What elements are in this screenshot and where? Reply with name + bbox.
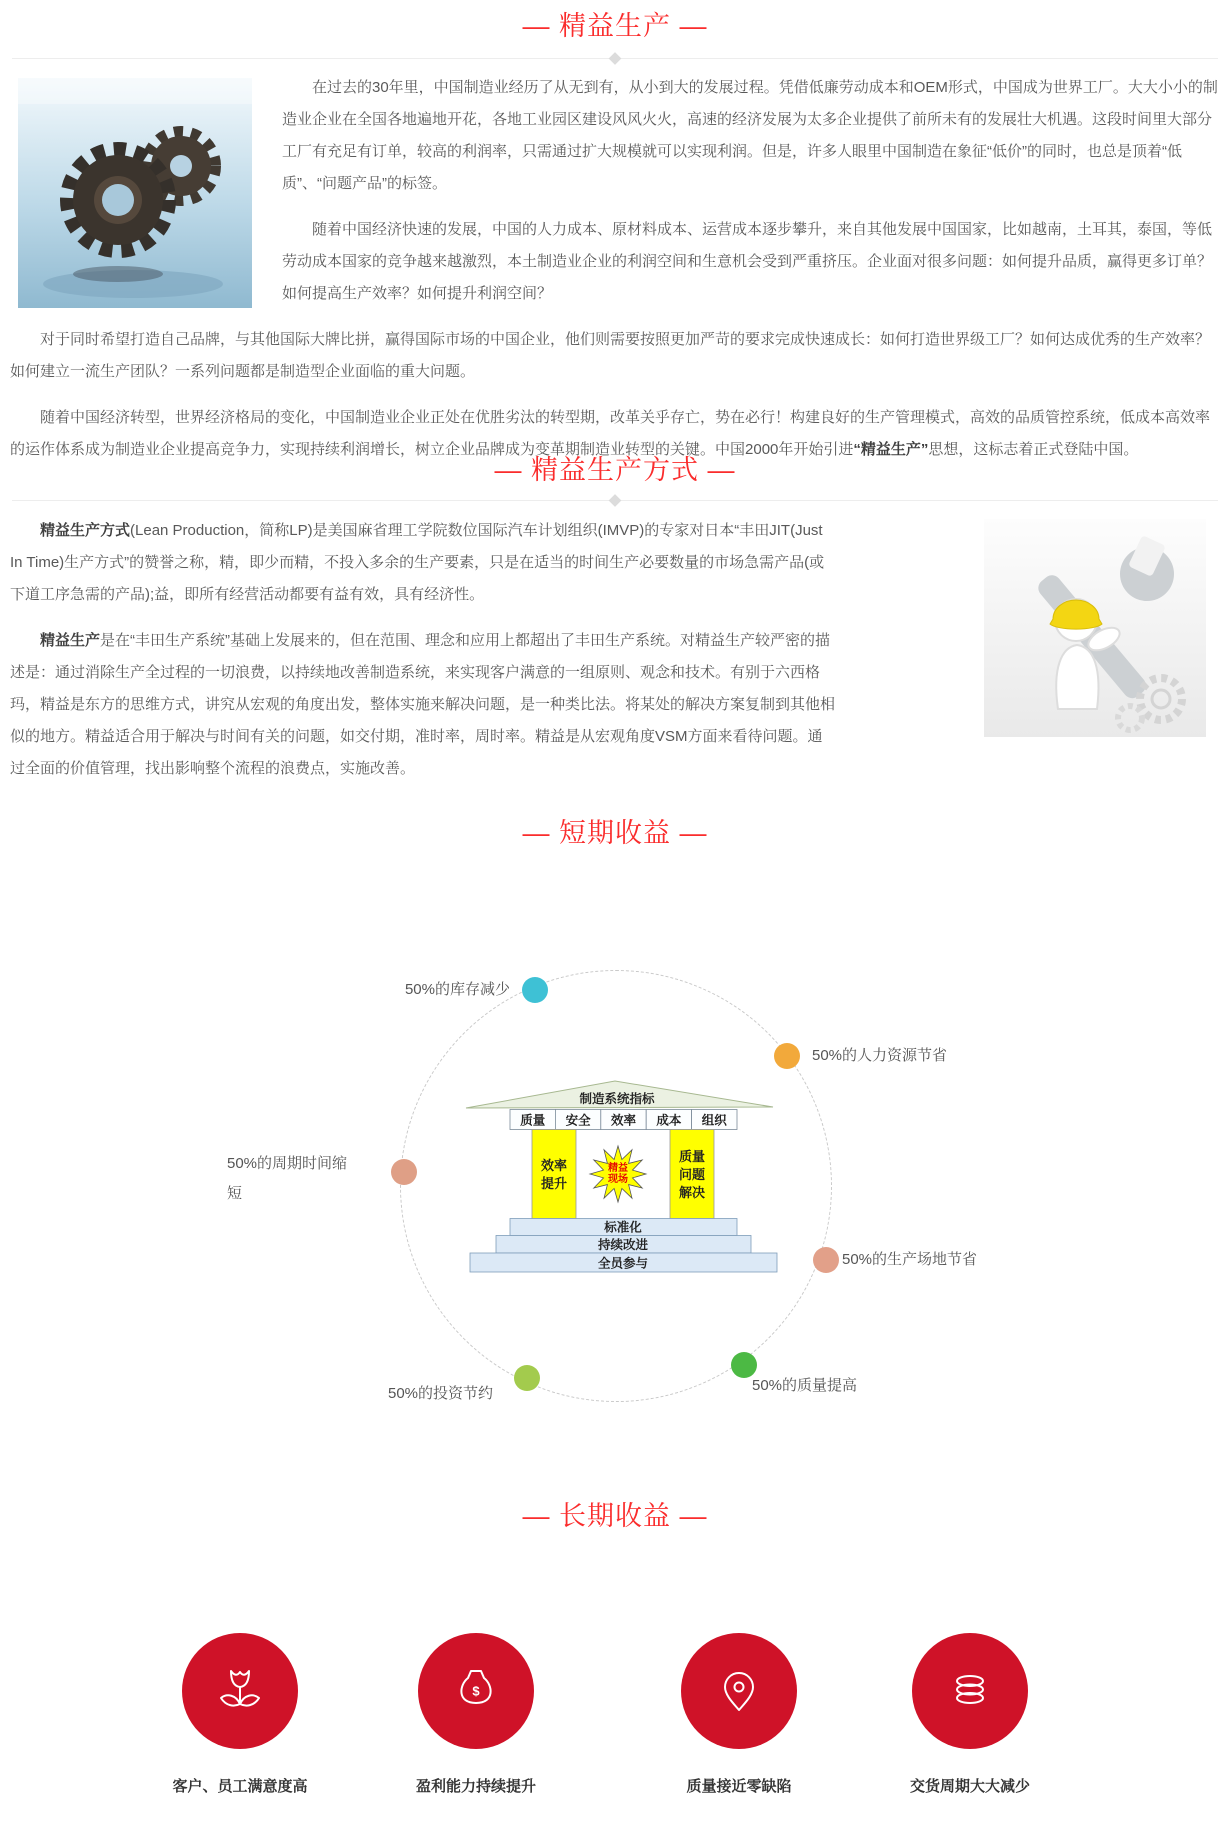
- svg-text:精益: 精益: [608, 1163, 628, 1174]
- lean-intro-section: [10, 72, 1220, 480]
- intro-paragraph-3: 对于同时希望打造自己品牌，与其他国际大牌比拼，赢得国际市场的中国企业，他们则需要按照更加严苛的要求完成快速成长：如何打造世界级工厂？如何达成优秀的生产效率？如何建立一流生产团队？一系列问题都是制造型企业面临的重大问题。: [10, 331, 1211, 380]
- house-roof-label: 制造系统指标: [579, 1092, 655, 1106]
- metric-organization: 组织: [701, 1113, 727, 1128]
- benefit-label-investment: 50%的投资节约: [388, 1385, 494, 1402]
- longterm-label: 交货周期大大减少: [909, 1778, 1030, 1795]
- svg-text:问题: 问题: [678, 1167, 706, 1182]
- longterm-item-quality: [639, 1633, 839, 1796]
- manufacturing-house-diagram: [452, 1078, 782, 1278]
- house-right-pillar: [670, 1130, 714, 1219]
- dollar-symbol: $: [472, 1683, 480, 1699]
- gears-photo: [18, 78, 252, 308]
- intro-paragraph-1: 在过去的30年里，中国制造业经历了从无到有，从小到大的发展过程。凭借低廉劳动成本和OEM形式，中国成为世界工厂。大大小小的制造业企业在全国各地遍地开花，各地工业园区建设风风火火，高速的经济发展为太多企业提供了前所未有的发展壮大机遇。这段时间里大部分工厂有充足有订单，较高的利润率，只需通过扩大规模就可以实现利润。但是，许多人眼里中国制造在象征“低价”的同时，也总是顶着“低质”、“问题产品”的标签。: [282, 79, 1218, 192]
- method-paragraph-2-text: 是在“丰田生产系统”基础上发展来的，但在范围、理念和应用上都超出了丰田生产系统。对精益生产较严密的描述是：通过消除生产全过程的一切浪费，以持续地改善制造系统，来实现客户满意的一组原则、观念和技术。有别于六西格玛，精益是东方的思维方式，讲究从宏观的角度出发，整体实施来解决问题，是一种类比法。将某处的解决方案复制到其他相似的地方。精益适合用于解决与时间有关的问题，如交付期，准时率，周时率。精益是从宏观角度VSM方面来看待问题。通过全面的价值管理，找出影响整个流程的浪费点，实施改善。: [10, 632, 836, 777]
- metric-efficiency: 效率: [610, 1113, 637, 1128]
- section-title-lean-method: — 精益生产方式 —: [494, 455, 736, 485]
- benefit-dot-investment: [514, 1365, 540, 1391]
- lean-method-section: [10, 515, 1220, 799]
- benefit-label-hr: 50%的人力资源节省: [812, 1047, 948, 1064]
- longterm-label: 盈利能力持续提升: [415, 1778, 536, 1795]
- longterm-item-delivery: [870, 1633, 1070, 1796]
- benefit-label-space: 50%的生产场地节省: [842, 1251, 978, 1268]
- metric-quality: 质量: [520, 1113, 546, 1128]
- lean-site-starburst: [590, 1146, 646, 1202]
- house-metric-row: [510, 1110, 737, 1130]
- section-title-short-term: — 短期收益 —: [522, 818, 708, 848]
- longterm-item-profit: [376, 1633, 576, 1796]
- svg-text:解决: 解决: [678, 1185, 706, 1200]
- section-divider: [12, 58, 1218, 59]
- red-circle-badge: [418, 1633, 534, 1749]
- svg-text:提升: 提升: [540, 1176, 568, 1191]
- benefit-dot-cycle: [391, 1159, 417, 1185]
- step-total-participation: 全员参与: [597, 1256, 649, 1271]
- money-bag-icon: [444, 1659, 508, 1723]
- longterm-label: 客户、员工满意度高: [172, 1778, 308, 1795]
- worker-photo-wrap: [835, 515, 1220, 739]
- method-paragraph-1-text: (Lean Production，简称LP)是美国麻省理工学院数位国际汽车计划组织(IMVP)的专家对日本“丰田JIT(Just In Time)生产方式”的赞誉之称，精，即少而精，不投入多余的生产要素，只是在适当的时间生产必要数量的市场急需产品(或下道工序急需的产品);益，即所有经营活动都要有益有效，具有经济性。: [10, 522, 825, 603]
- benefit-dot-hr: [774, 1043, 800, 1069]
- longterm-item-satisfaction: [140, 1633, 340, 1796]
- coins-stack-icon: [938, 1659, 1002, 1723]
- house-left-pillar: [532, 1130, 576, 1219]
- worker-figure-photo: [984, 519, 1206, 737]
- metric-safety: 安全: [565, 1113, 591, 1128]
- location-pin-icon: [707, 1659, 771, 1723]
- metric-cost: 成本: [656, 1113, 682, 1128]
- benefit-label-quality: 50%的质量提高: [752, 1377, 858, 1394]
- red-circle-badge: [182, 1633, 298, 1749]
- benefit-dot-inventory: [522, 977, 548, 1003]
- benefit-label-inventory: 50%的库存减少: [404, 981, 510, 998]
- intro-paragraph-2: 随着中国经济快速的发展，中国的人力成本、原材料成本、运营成本逐步攀升，来自其他发展中国国家，比如越南，土耳其，泰国，等低劳动成本国家的竞争越来越激烈，本土制造业企业的利润空间和生意机会受到严重挤压。企业面对很多问题：如何提升品质，赢得更多订单？如何提高生产效率？如何提升利润空间？: [282, 221, 1213, 302]
- red-circle-badge: [681, 1633, 797, 1749]
- step-standardization: 标准化: [604, 1220, 642, 1235]
- svg-text:质量: 质量: [678, 1149, 706, 1164]
- intro-paragraph-4-tail: 思想，这标志着正式登陆中国。: [928, 441, 1139, 458]
- lean-bold-term: 精益生产: [40, 632, 101, 649]
- longterm-label: 质量接近零缺陷: [686, 1778, 792, 1795]
- flower-in-hands-icon: [208, 1659, 272, 1723]
- benefit-label-cycle: 50%的周期时间缩短: [227, 1155, 348, 1202]
- house-foundation-steps: [470, 1219, 777, 1273]
- gears-illustration-icon: [18, 78, 252, 308]
- benefit-dot-space: [813, 1247, 839, 1273]
- lean-production-bold-term: “精益生产”: [853, 441, 929, 458]
- svg-text:现场: 现场: [608, 1174, 628, 1185]
- lean-method-bold-term: 精益生产方式: [40, 522, 131, 539]
- section-title-lean-production: — 精益生产 —: [522, 11, 708, 41]
- svg-text:效率: 效率: [540, 1158, 568, 1173]
- section-title-long-term: — 长期收益 —: [522, 1501, 708, 1531]
- divider-diamond-icon: [609, 494, 622, 507]
- red-circle-badge: [912, 1633, 1028, 1749]
- section-divider: [12, 500, 1218, 501]
- worker-figure-illustration-icon: [984, 519, 1206, 737]
- step-continuous-improvement: 持续改进: [597, 1238, 649, 1252]
- intro-paragraph-4-text: 随着中国经济转型，世界经济格局的变化，中国制造业企业正处在优胜劣汰的转型期，改革关乎存亡，势在必行！构建良好的生产管理模式，高效的品质管控系统，低成本高效率的运作体系成为制造业企业提高竞争力，实现持续利润增长，树立企业品牌成为变革期制造业转型的关键。中国2000年开始引进: [10, 409, 1211, 458]
- divider-diamond-icon: [609, 52, 622, 65]
